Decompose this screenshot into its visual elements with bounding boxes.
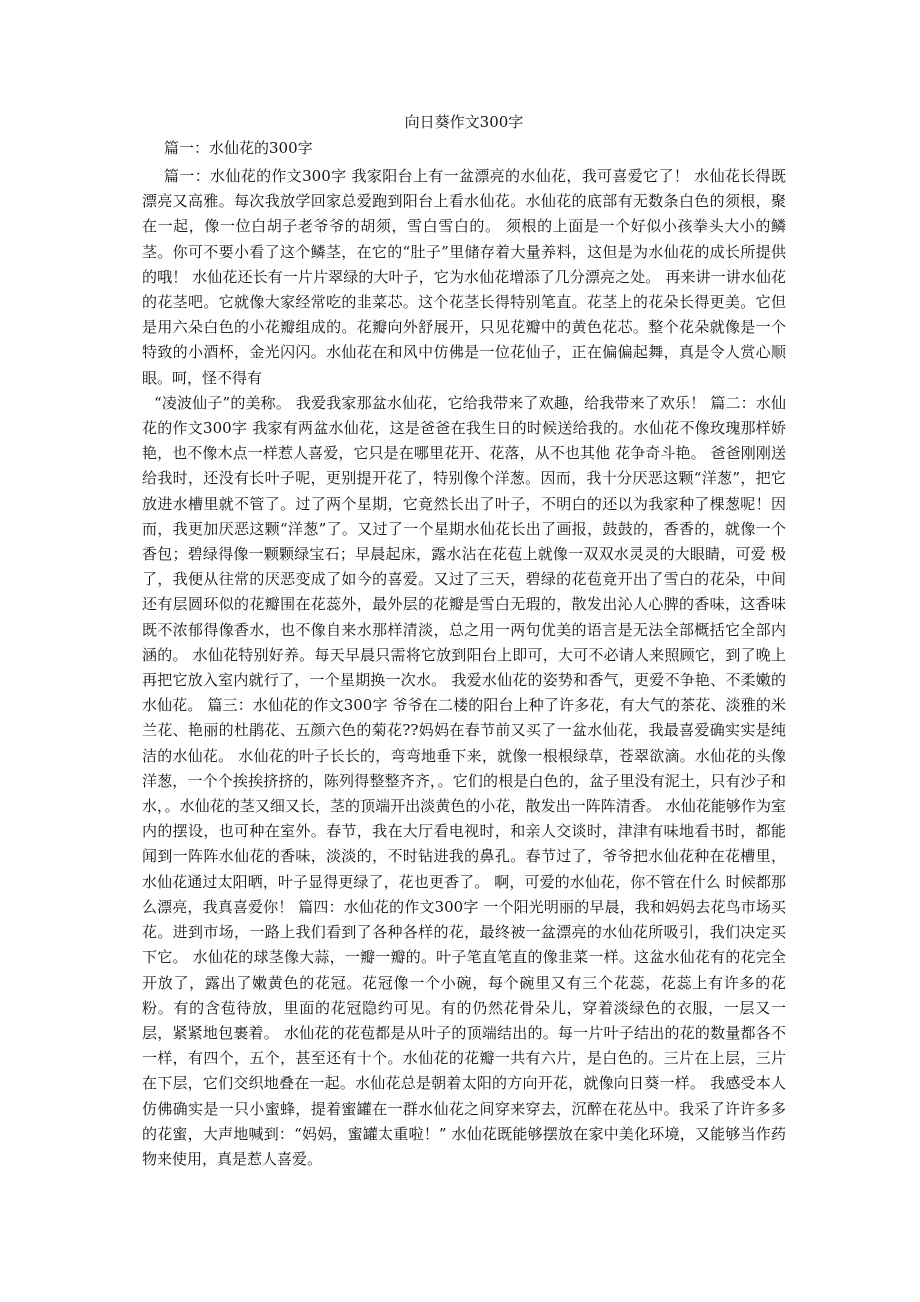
body-paragraph-1: 篇一：水仙花的作文300字 我家阳台上有一盆漂亮的水仙花，我可喜爱它了！ 水仙花长得既漂亮又高雅。每次我放学回家总爱跑到阳台上看水仙花。水仙花的底部有无数条白色的须根，聚在一起，像一位白胡子老爷爷的胡须，雪白雪白的。 须根的上面是一个好似小孩拳头大小的鳞茎。你可不要小看了这个鳞茎，在它的“肚子”里储存着大量养料，这但是为水仙花的成长所提供的哦！ 水仙花还长有一片片翠绿的大叶子，它为水仙花增添了几分漂亮之处。 再来讲一讲水仙花的花茎吧。它就像大家经常吃的韭菜芯。这个花茎长得特别笔直。花茎上的花朵长得更美。它但是用六朵白色的小花瓣组成的。花瓣向外舒展开，只见花瓣中的黄色花芯。整个花朵就像是一个特致的小酒杯，金光闪闪。水仙花在和风中仿佛是一位花仙子，正在偏偏起舞，真是令人赏心顺眼。呵，怪不得有 [142, 167, 786, 387]
document-page [142, 112, 786, 1172]
document-title: 向日葵作文300字 [404, 113, 524, 131]
section-heading: 篇一：水仙花的300字 [164, 139, 313, 157]
body-paragraph-2: “凌波仙子”的美称。 我爱我家那盆水仙花，它给我带来了欢趣，给我带来了欢乐！ 篇二：水仙花的作文300字 我家有两盆水仙花，这是爸爸在我生日的时候送给我的。水仙花不像玫瑰那样娇艳，也不像木点一样惹人喜爱，它只是在哪里花开、花落，从不也其他 花争奇斗艳。 爸爸刚刚送给我时，还没有长叶子呢，更别提开花了，特别像个洋葱。因而，我十分厌恶这颗“洋葱”，把它放进水槽里就不管了。过了两个星期，它竟然长出了叶子，不明白的还以为我家种了棵葱呢！因而，我更加厌恶这颗“洋葱”了。又过了一个星期水仙花长出了画报，鼓鼓的，香香的，就像一个香包；碧绿得像一颗颗绿宝石；早晨起床，露水沾在花苞上就像一双双水灵灵的大眼睛，可爱 极了，我便从往常的厌恶变成了如今的喜爱。又过了三天，碧绿的花苞竟开出了雪白的花朵，中间还有层圆环似的花瓣围在花蕊外，最外层的花瓣是雪白无瑕的，散发出沁人心脾的香味，这香味既不浓郁得像香水，也不像自来水那样清淡，总之用一两句优美的语言是无法全部概括它全部内涵的。 水仙花特别好养。每天早晨只需将它放到阳台上即可，大可不必请人来照顾它，到了晚上再把它放入室内就行了，一个星期换一次水。 我爱水仙花的姿势和香气，更爱不争艳、不柔嫩的水仙花。 篇三：水仙花的作文300字 爷爷在二楼的阳台上种了许多花，有大气的茶花、淡雅的米兰花、艳丽的杜鹃花、五颜六色的菊花??妈妈在春节前又买了一盆水仙花，我最喜爱确实实是纯洁的水仙花。 水仙花的叶子长长的，弯弯地垂下来，就像一根根绿草，苍翠欲滴。水仙花的头像洋葱，一个个挨挨挤挤的，陈列得整整齐齐，。它们的根是白色的，盆子里没有泥土，只有沙子和水，。水仙花的茎又细又长，茎的顶端开出淡黄色的小花，散发出一阵阵清香。 水仙花能够作为室内的摆设，也可种在室外。春节，我在大厅看电视时，和亲人交谈时，津津有味地看书时，都能闻到一阵阵水仙花的香味，淡淡的，不时钻进我的鼻孔。春节过了，爷爷把水仙花种在花槽里，水仙花通过太阳晒，叶子显得更绿了，花也更香了。 啊，可爱的水仙花，你不管在什么 时候都那么漂亮，我真喜爱你！ 篇四：水仙花的作文300字 一个阳光明丽的早晨，我和妈妈去花鸟市场买花。进到市场，一路上我们看到了各种各样的花，最终被一盆漂亮的水仙花所吸引，我们决定买下它。 水仙花的球茎像大蒜，一瓣一瓣的。叶子笔直笔直的像韭菜一样。这盆水仙花有的花完全开放了，露出了嫩黄色的花冠。花冠像一个小碗，每个碗里又有三个花蕊，花蕊上有许多的花粉。有的含苞待放，里面的花冠隐约可见。有的仍然花骨朵儿，穿着淡绿色的衣服，一层又一层，紧紧地包裹着。 水仙花的花苞都是从叶子的顶端结出的。每一片叶子结出的花的数量都各不一样，有四个，五个，甚至还有十个。水仙花的花瓣一共有六片，是白色的。三片在上层，三片在下层，它们交织地叠在一起。水仙花总是朝着太阳的方向开花，就像向日葵一样。 我感受本人仿佛确实是一只小蜜蜂，提着蜜罐在一群水仙花之间穿来穿去，沉醉在花丛中。我采了许许多多的花蜜，大声地喊到：“妈妈，蜜罐太重啦！” 水仙花既能够摆放在家中美化环境，又能够当作药物来使用，真是惹人喜爱。 [142, 393, 786, 1168]
